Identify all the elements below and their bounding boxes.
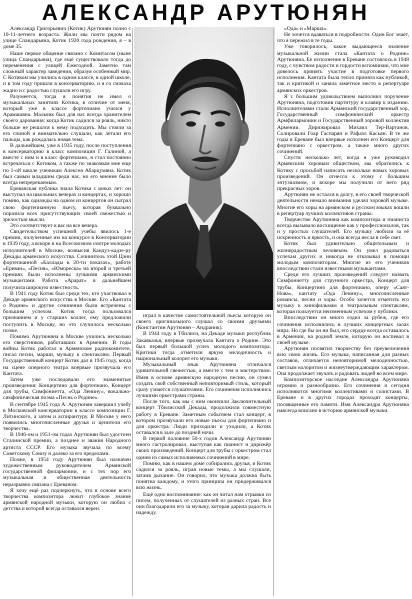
paragraph: Уже говорилось, какое выдающееся значение музыкальной жизни стала «Кантата о Родине» Арутюняна. Ее исполнение в Ереване состоялось в 1948 году, с чувством радости и гордости вспоминаю, что мне довелось принять участие в подготовке первого исполнения. Кантата была тепло принята как публикой, так и критикой и заняла заметное место в репертуаре армянских оркестров. bbox=[277, 44, 409, 94]
paragraph: В 1944 году в Тбилиси, на Декаде музыки республик Закавказья, впервые прозвучала Кантата о Родине. Это был первый большой успех молодого композитора. Критики тогда отметили яркую мелодичность и национальный колорит его музыки. bbox=[136, 331, 271, 363]
paragraph: Композиторское наследие Александра Арутюняна огромно и разнообразно. Его сочинения и сегодня исполняются многими коллективами и солистами. В Ереване и в других городах проходят концерты, посвященные его памяти. Имя Александра Арутюняна навсегда вписано в историю армянской музыки. bbox=[277, 376, 409, 414]
article-column-right bbox=[277, 26, 409, 596]
paragraph: Не хочется вдаваться в подробности. Один Бог знает, что я пережил в те годы. bbox=[277, 32, 409, 45]
paragraph: «Ода» и «Марша». bbox=[284, 26, 328, 32]
paragraph: играл в качестве самостоятельной пьесы которую он своего оригинального слушал со своими друзьями (Константин Арутюнян – Андраник). bbox=[136, 313, 271, 332]
column-divider bbox=[273, 28, 274, 596]
paragraph: Арутюнян посвятил творчеству без преувеличения всю свою жизнь. Его музыка, написанная для разных составов, отличается неповторимой мелодичностью, светлым колоритом и жизнеутверждающим характером. Она продолжает звучать и радовать людей во всем мире. bbox=[277, 346, 409, 377]
article-headline: АЛЕКСАНДР АРУТЮНЯН bbox=[41, 0, 371, 25]
paragraph: Ещё одно воспоминание: как он читал нам отрывки из писем, полученных от слушателей из разных стран. Все они благодарили его за музыку, которая дарила радость и надежду. bbox=[136, 491, 271, 516]
paragraph: Спустя несколько лет, когда я уже руководил Армянским хоровым обществом, мы обратились к Котику с просьбой написать несколько новых хоровых произведений. Он отнесся к этому с большим энтузиазмом, и вскоре мы получили от него ряд прекрасных хоров. bbox=[277, 155, 409, 193]
paragraph: Творчество Арутюняна как композитора и пианиста всегда вызывало восхищение как у профессионалов, так и у простых слушателей. Его музыку любили за её искренность и яркость, и она всегда несла в себе свет. bbox=[277, 216, 409, 242]
paragraph: В первой половине 50-х годов Александр Арутюнян много гастролировал, выступая как пианист и дирижёр своих произведений. Концерт для трубы с оркестром стал одним из самых исполняемых сочинений в мире. bbox=[136, 436, 271, 461]
paragraph: Помимо Арутюняна в Москве учились несколько его сверстников, работавших в Армении. В годы войны Котик работал в Армянском радиокомитете, писал песни, марши, музыку к спектаклям. Первый Государственный концерт Котик дал в 1945 году, когда на сцене оперного театра впервые прозвучала его Кантата. bbox=[3, 333, 131, 377]
paragraph: Александр Григорьевич (Котик) Арутюнян полно с 10-11-летнего возраста. Жили мы почти рядом на улице Спандарьяна, Котик 1920 года рождения, я – в доме 35. bbox=[3, 26, 131, 51]
paragraph: Это соответствует и вас на все вечера. bbox=[10, 223, 99, 229]
paragraph: В сентябре 1945 года А. Арутюнян завершил учебу в Московской консерватории в классе композиции Г. Литинского, а затем и аспирантуру. В Москве у него появились многочисленные друзья и ценители его творчества. bbox=[3, 401, 131, 433]
paragraph: Котик был удивительно общительным и жизнерадостным человеком. Он умел радоваться успехам других и никогда не отказывал в помощи молодым композиторам. Многие из его учеников впоследствии стали известными музыкантами. bbox=[277, 241, 409, 273]
paragraph: В дальнейшем, уже в 1935 году, после поступления в консерваторию в класс композиции Г. Галиной, а вместе с ним и в класс фортепиано, я стал постоянно встречаться с Котиком, а также по знакомым мне еще по 1-ой школе ученикам Алексея Абарцумяна. Котик был самым младшим среди нас, но его мнение было всегда непререкаемым. bbox=[3, 142, 131, 186]
column-divider bbox=[132, 28, 133, 596]
portrait-illustration bbox=[134, 27, 275, 310]
paragraph: После того, как мы с ним окончили Заключительный концерт Тбилисской Декады, продолжили совместную работу в Ереване. Заметным событием стал концерт, в котором прозвучали его новые пьесы для фортепиано и для оркестра. Люди приходили и уходили, а Котик оставался в зале до поздней ночи. bbox=[136, 399, 271, 436]
paragraph: Помню, как в нашем доме собирались друзья, и Котик садился за рояль, играя новые темы, а мы слушали, затаив дыхание. Он говорил, что музыка должна быть понятна каждому, и этого принципа он придерживался всю жизнь. bbox=[136, 460, 271, 492]
paragraph: Свидетельством успешной учебы явилось 1-е премии, полученные им на конкурсе в Консерватории в 1939 году, а вскоре и на Всесоюзном смотре молодых исполнителей в Москве, возвысив Кандуз-кадзе-ру Дека́ды армянского искусства. Сочинитель этой Цэни фортепианной «Баллады в 20-ти показах», работе «Ереван», «Песня», «Юмореска» на второй и третьей премиях были исполнены лучшими армянскими музыкантами. Работа «Арарат» в дальнейшем получила широкую известность. bbox=[3, 229, 131, 291]
paragraph: Арутюнян не остался в долгу, в его своей творческой деятельности немало внимания уделял хоровой музыке. Многие его хоры на армянском и русском языках вошли в репертуар лучших коллективов страны. bbox=[277, 192, 409, 217]
paragraph: В 1941 году Котик был среди тех, кто участвовал в Декаде армянского искусства в Москве. Его «Кантата о Родине» и другие сочинения были встречены с большим успехом. Котик тогда пользовался признанием и у старших коллег, ему предложили поступить в Москву, но это случилось несколько позже. bbox=[3, 290, 131, 334]
paragraph: Затем уже последовали его знаменитые произведения: Концертино для фортепиано, Концерт для трубы, Симфониетта, «Ода Ленину», вокально-симфоническая поэма «Песнь о Родине». bbox=[3, 376, 131, 402]
paragraph: Впоследствии он много ездил за рубеж, где его сочинения исполнялись в лучших концертных залах мира. Но где бы он ни был, его сердце всегда оставалось в Армении, на родной земле, которую он воспевал в своей музыке. bbox=[277, 315, 409, 346]
portrait-photo bbox=[134, 27, 275, 310]
paragraph: Ереванская публика знала Котика с юных лет: он выступал на школьных вечерах и концертах, и хорошо помню, как однажды на одном из концертов он сыграл свою фортепианную пьесу, которая буквально поразила всех присутствующих своей свежестью и зрелостью мысли. bbox=[3, 186, 131, 223]
paragraph: Позже, в 1954 году Арутюнян был назначен художественным руководителем Армянской государственной филармонии, и с тех пор его музыкальная и общественная деятельность неразрывно связана с Ереваном. bbox=[3, 456, 131, 488]
article-column-left bbox=[3, 26, 131, 596]
paragraph: Разумеется, тогда я понятия не имел о музыкальных занятиях Котика, в отличие от меня, который уже в классе фортепиано учился у Арамашяна. Мальчик был для нас всегда хранителем своего дарования: когда Котик садился за рояль, никто больше не решался к нему подходить. Мы стояли за его спиной и внимательно слушали, как летали его пальцы, как рождалась новая тема. bbox=[3, 93, 131, 143]
paragraph: Наше первое общение связано с Комитасом (ныне улица Спандарьяна), где ещё существовало тогда до переменения с улицей Ежегодной. Заметно там сложный характер заведения, образуя особенный мир. С Котиком мы учились в одном классе, в одной школе, и в том году пришли в консерваторию, и я со сначала жадно и с радостью слушали его игру. bbox=[3, 50, 131, 94]
paragraph: Я с большим удовольствием выполнил поручение Арутюняна, подготовив партитуру и клавир к изданию. Исполнителями стали Армянский государственный хор, Государственный симфонический оркестр Армфилармонии и Государственный хоровой коллектив Армении. Дирижировал Михаил Тер-Вартанов. Солировали Гоар Гаспарян и Рафаэл Касьян. В те же годы в Ереване был впервые исполнен его Концерт для фортепиано с оркестром, а также много других сочинений. bbox=[277, 93, 409, 156]
paragraph: В 1946-ом и 1951-ом годах Арутюнян был удостоен Сталинской премии, а позднее и звания Народного артиста СССР. Его музыка звучала по всему Советскому Союзу и далеко за его пределами. bbox=[3, 432, 131, 457]
paragraph: Музыкальный язык Арутюняна отличался удивительной свежестью, а вместе с тем и мастерством. Имея в основе армянскую народную песню, он сумел создать свой собственный неповторимый стиль, который сразу узнается слушателями. Его сочинения исполнялись лучшими оркестрами страны. bbox=[136, 362, 271, 400]
paragraph: Я хочу ещё раз подчеркнуть, что в основе всего творчества композитора лежит глубокое знание армянской народной музыки, которую он любил с детства и которой всегда оставался верен. bbox=[3, 487, 131, 513]
paragraph: Среди его лучших произведений следует назвать Симфониетту для струнного оркестра, Концерт для трубы, Концертино для фортепиано, оперу «Саят-Нова», кантату «Ода Ленину», многочисленные романсы, песни и хоры. Особо хочется отметить его музыку к кинофильмам и театральным спектаклям, которая пользуется неизменным успехом у публики. bbox=[277, 272, 409, 316]
article-column-middle bbox=[136, 313, 271, 596]
